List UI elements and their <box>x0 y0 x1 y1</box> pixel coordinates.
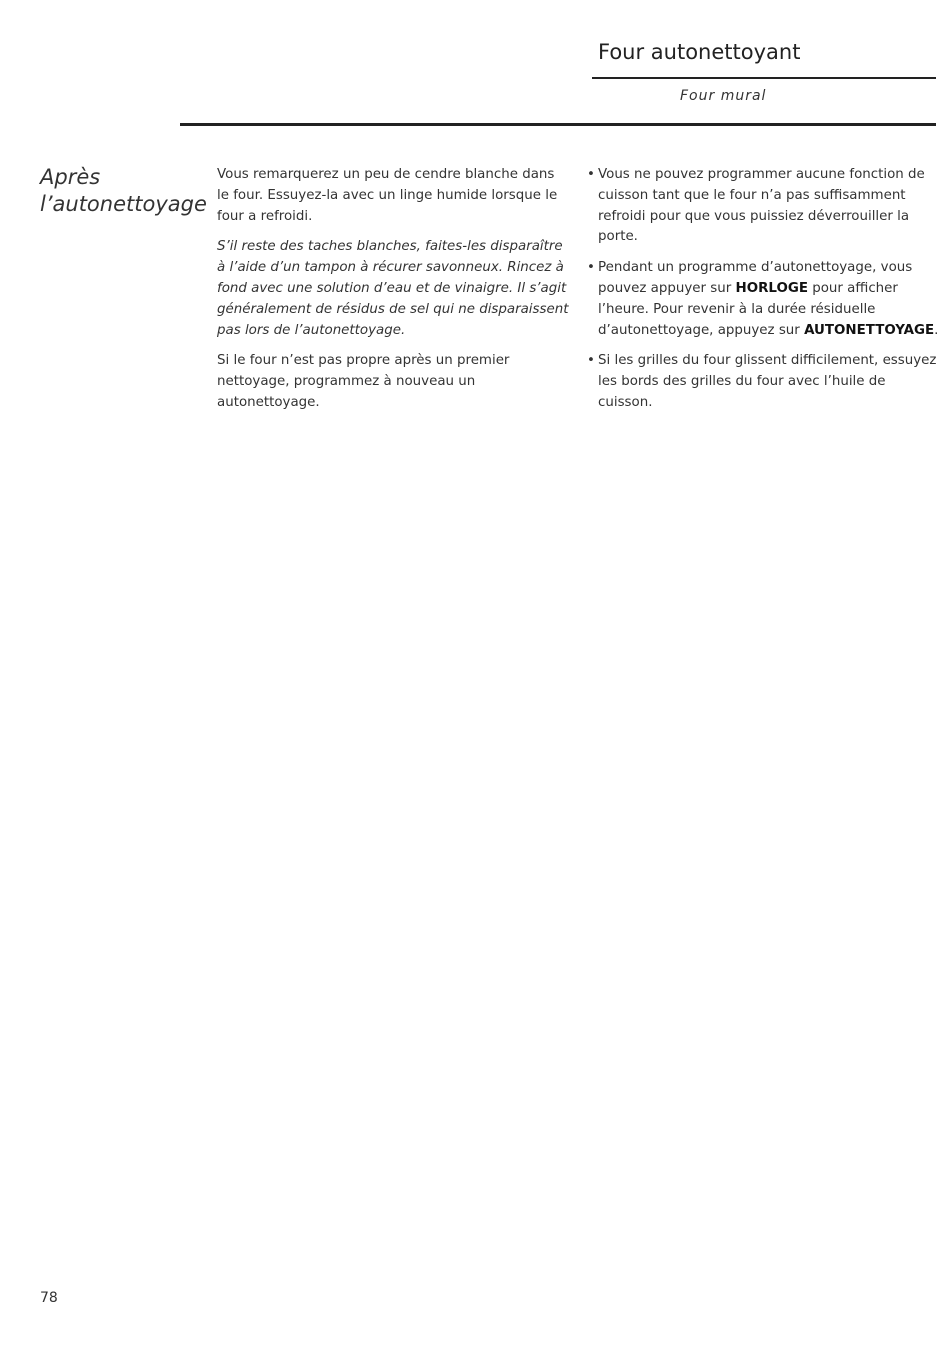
section-heading <box>40 164 210 218</box>
bullet-clock <box>587 258 939 341</box>
bullet-racks <box>587 351 939 413</box>
left-column <box>217 165 569 424</box>
clock-key-label: HORLOGE <box>735 280 808 296</box>
section-heading-line2: l’autonettoyage <box>40 192 207 216</box>
paragraph-stains: S’il reste des taches blanches, faites-les disparaître à l’aide d’un tampon à récurer savonneux. Rincez à fond avec une solution d’eau et de vinaigre. Il s’agit généralement de résidus de sel qui ne disparaissent pas lors de l’autonettoyage. <box>217 239 569 338</box>
bullet-racks-text: Si les grilles du four glissent difficilement, essuyez les bords des grilles du four avec l’huile de cuisson. <box>598 353 937 410</box>
bullet-clock-text-1: Pendant un programme d’autonettoyage, vous pouvez appuyer sur <box>598 260 913 296</box>
self-clean-key-label: AUTONETTOYAGE <box>804 322 935 338</box>
paragraph-ash: Vous remarquerez un peu de cendre blanche dans le four. Essuyez-la avec un linge humide lorsque le four a refroidi. <box>217 167 558 224</box>
page-number: 78 <box>40 1290 58 1306</box>
bullet-clock-text-2: pour afficher l’heure. Pour revenir à la durée résiduelle d’autonettoyage, appuyez sur <box>598 280 898 338</box>
header-rule-long <box>180 123 936 126</box>
header-rule-short <box>592 77 936 79</box>
header-title: Four autonettoyant <box>598 40 801 64</box>
right-column <box>587 165 939 424</box>
bullet-no-cooking <box>587 165 939 248</box>
bullet-no-cooking-text: Vous ne pouvez programmer aucune fonction de cuisson tant que le four n’a pas suffisamment refroidi pour que vous puissiez déverrouiller la porte. <box>598 167 925 245</box>
header-subtitle: Four mural <box>680 88 767 104</box>
paragraph-repeat: Si le four n’est pas propre après un premier nettoyage, programmez à nouveau un autonettoyage. <box>217 353 510 410</box>
bullet-clock-text-3: . <box>934 322 939 338</box>
section-heading-line1: Après <box>40 165 101 189</box>
